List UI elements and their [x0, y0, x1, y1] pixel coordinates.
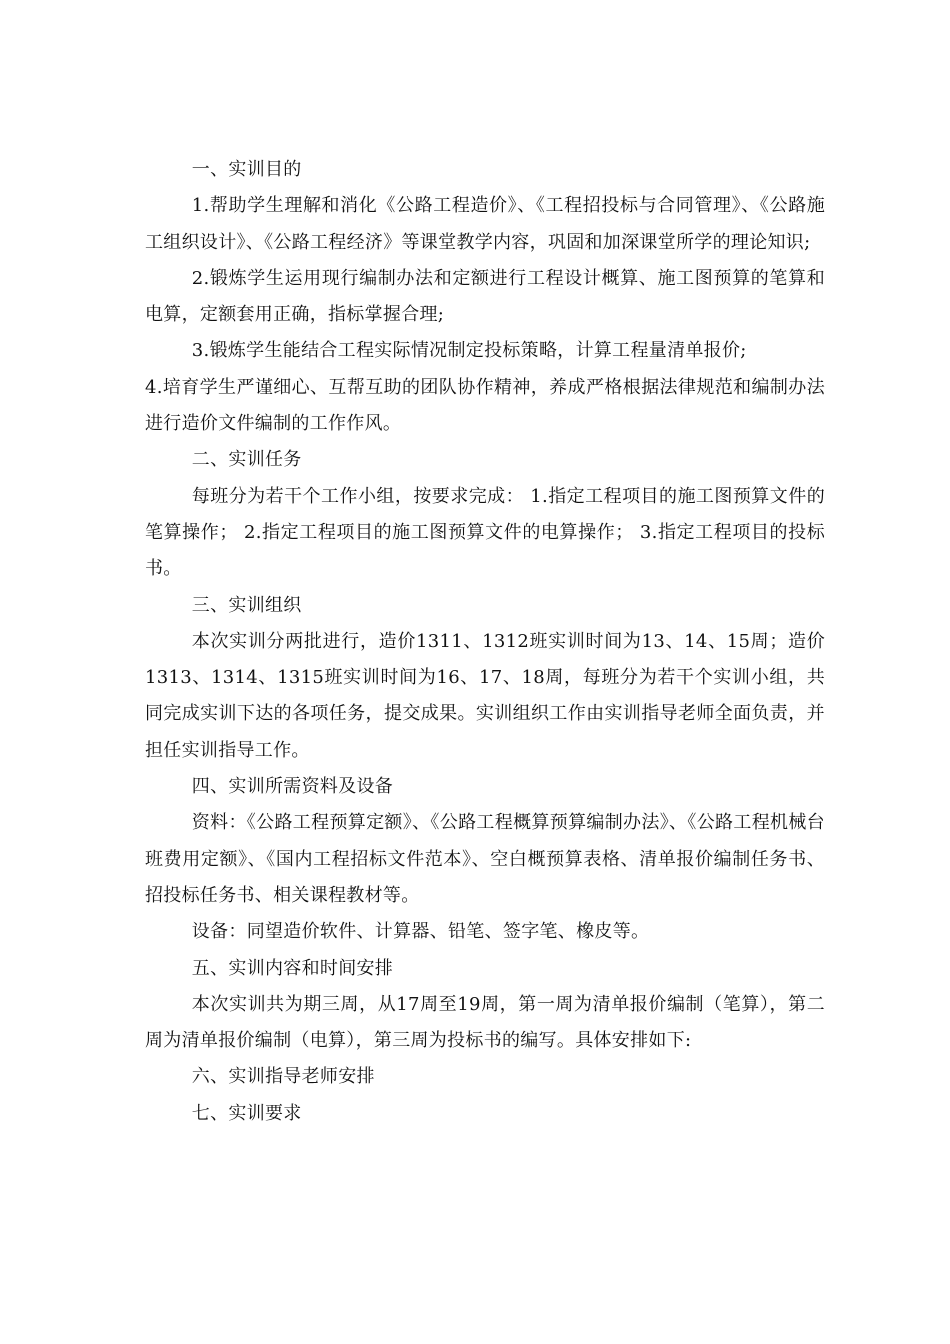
section-heading-3: 三、实训组织 — [191, 594, 302, 616]
section-heading-2: 二、实训任务 — [191, 449, 302, 471]
paragraph-goal-3: 3.锻炼学生能结合工程实际情况制定投标策略，计算工程量清单报价; — [191, 340, 747, 362]
section-heading-7: 七、实训要求 — [191, 1102, 302, 1124]
section-heading-4: 四、实训所需资料及设备 — [191, 776, 394, 798]
paragraph-tasks: 每班分为若干个工作小组，按要求完成： 1.指定工程项目的施工图预算文件的笔算操作； 2.指定工程项目的施工图预算文件的电算操作； 3.指定工程项目的投标书。 — [145, 485, 825, 580]
section-heading-5: 五、实训内容和时间安排 — [191, 957, 394, 979]
paragraph-organization: 本次实训分两批进行，造价1311、1312班实训时间为13、14、15周；造价1313、1314、1315班实训时间为16、17、18周，每班分为若干个实训小组，共同完成实训下达的各项任务，提交成果。实训组织工作由实训指导老师全面负责，并担任实训指导工作。 — [145, 630, 825, 761]
paragraph-schedule: 本次实训共为期三周，从17周至19周，第一周为清单报价编制（笔算），第二周为清单报价编制（电算），第三周为投标书的编写。具体安排如下: — [145, 993, 825, 1052]
paragraph-goal-1: 1.帮助学生理解和消化《公路工程造价》、《工程招投标与合同管理》、《公路施工组织设计》、《公路工程经济》等课堂教学内容，巩固和加深课堂所学的理论知识; — [145, 195, 825, 253]
paragraph-goal-4: 4.培育学生严谨细心、互帮互助的团队协作精神，养成严格根据法律规范和编制办法进行造价文件编制的工作作风。 — [145, 376, 825, 435]
paragraph-goal-2: 2.锻炼学生运用现行编制办法和定额进行工程设计概算、施工图预算的笔算和电算，定额套用正确，指标掌握合理; — [145, 267, 825, 326]
section-heading-6: 六、实训指导老师安排 — [191, 1066, 375, 1088]
section-heading-1: 一、实训目的 — [191, 159, 302, 180]
paragraph-materials: 资料：《公路工程预算定额》、《公路工程概算预算编制办法》、《公路工程机械台班费用定额》、《国内工程招标文件范本》、空白概预算表格、清单报价编制任务书、招投标任务书、相关课程教材等。 — [145, 812, 825, 906]
document-body — [145, 152, 825, 1132]
paragraph-equipment: 设备：同望造价软件、计算器、铅笔、签字笔、橡皮等。 — [191, 921, 650, 943]
